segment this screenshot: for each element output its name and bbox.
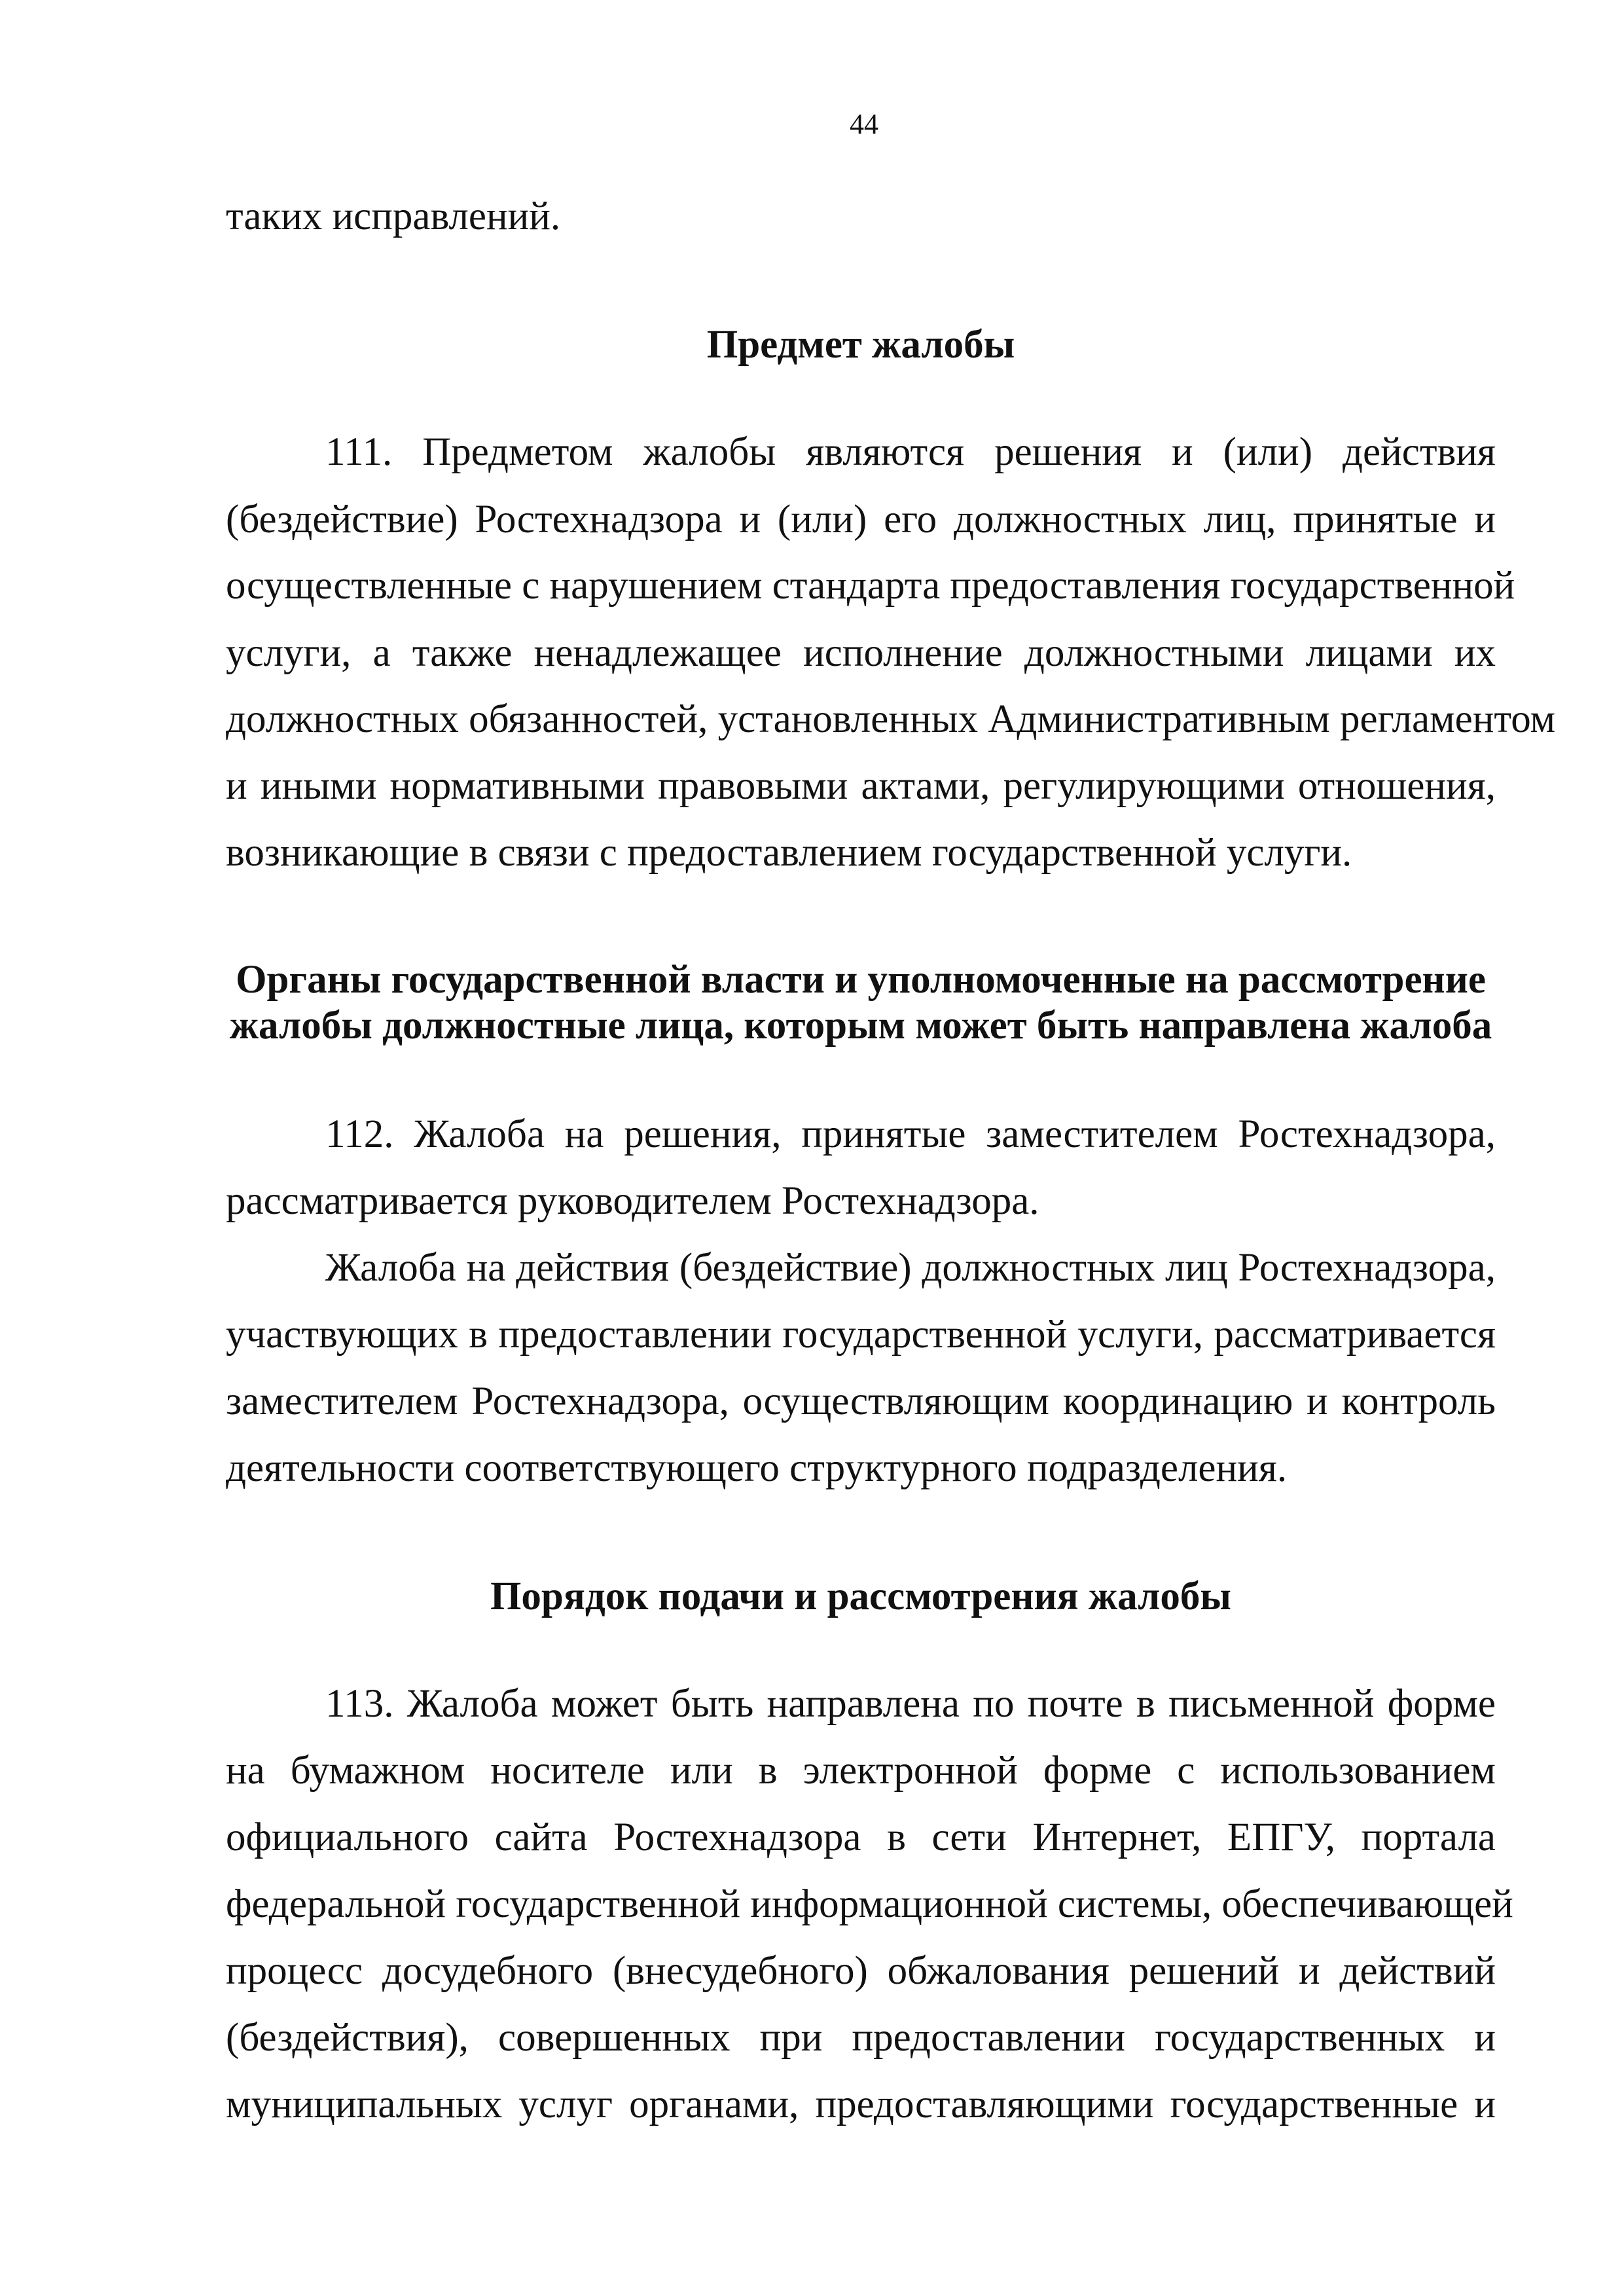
paragraph-line: на бумажном носителе или в электронной форме с использованием [226,1749,1496,1793]
paragraph-line: федеральной государственной информационной системы, обеспечивающей [226,1882,1513,1926]
paragraph-line: процесс досудебного (внесудебного) обжалования решений и действий [226,1949,1496,1993]
section-heading-subject: Предмет жалобы [706,323,1015,367]
paragraph-line: услуги, а также ненадлежащее исполнение должностными лицами их [226,631,1496,675]
heading-line: жалобы должностные лица, которым может быть направлена жалоба [229,1004,1492,1048]
paragraph-line: заместителем Ростехнадзора, осуществляющим координацию и контроль [226,1379,1496,1423]
paragraph-line: (бездействия), совершенных при предоставлении государственных и [226,2016,1496,2060]
paragraph-line: осуществленные с нарушением стандарта предоставления государственной [226,564,1515,608]
paragraph-line: (бездействие) Ростехнадзора и (или) его должностных лиц, принятые и [226,498,1496,541]
paragraph-line: 112. Жалоба на решения, принятые заместителем Ростехнадзора, [325,1112,1496,1156]
paragraph-line: рассматривается руководителем Ростехнадзора. [226,1179,1039,1223]
paragraph-line: 111. Предметом жалобы являются решения и (или) действия [325,430,1496,474]
paragraph-line: деятельности соответствующего структурного подразделения. [226,1446,1288,1490]
heading-line: Органы государственной власти и уполномоченные на рассмотрение [236,958,1486,1002]
paragraph-line: 113. Жалоба может быть направлена по почте в письменной форме [325,1682,1496,1726]
paragraph-line: Жалоба на действия (бездействие) должностных лиц Ростехнадзора, [325,1246,1496,1290]
section-heading-procedure: Порядок подачи и рассмотрения жалобы [490,1575,1231,1618]
paragraph-line: официального сайта Ростехнадзора в сети Интернет, ЕПГУ, портала [226,1815,1496,1859]
paragraph-line: должностных обязанностей, установленных Административным регламентом [226,697,1556,741]
paragraph-line: участвующих в предоставлении государственной услуги, рассматривается [226,1313,1496,1357]
page-number: 44 [850,108,878,140]
paragraph-line: муниципальных услуг органами, предоставляющими государственные и [226,2083,1496,2126]
paragraph-line: возникающие в связи с предоставлением государственной услуги. [226,831,1352,875]
continuation-line: таких исправлений. [226,194,561,238]
paragraph-line: и иными нормативными правовыми актами, регулирующими отношения, [226,764,1496,808]
